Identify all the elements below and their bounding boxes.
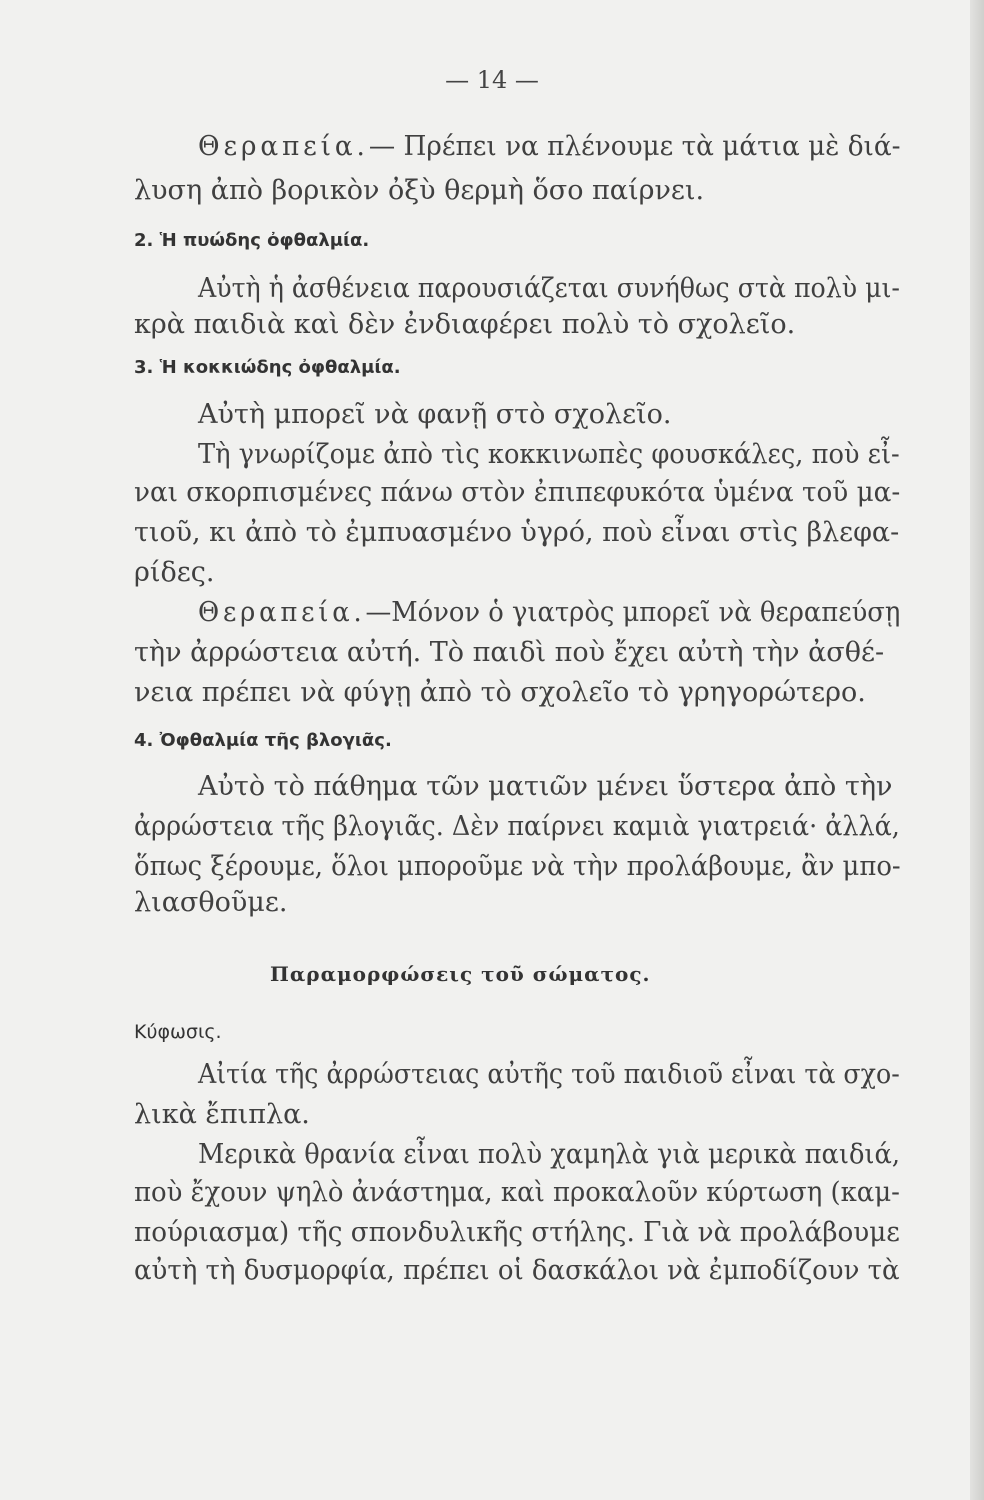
text-line: τιοῦ, κι ἀπὸ τὸ ἐμπυασμένο ὑγρό, ποὺ εἶναι στὶς βλεφα-	[134, 517, 900, 548]
text-line: ποὺ ἔχουν ψηλὸ ἀνάστημα, καὶ προκαλοῦν κύρτωση (καμ-	[134, 1177, 900, 1208]
text-line: τὴν ἀρρώστεια αὐτή. Τὸ παιδὶ ποὺ ἔχει αὐτὴ τὴν ἀσθέ-	[134, 637, 885, 668]
text-line: ὅπως ξέρουμε, ὅλοι μποροῦμε νὰ τὴν προλάβουμε, ἂν μπο-	[134, 851, 901, 882]
text-line: Αὐτὴ ἡ ἀσθένεια παρουσιάζεται συνήθως στὰ πολὺ μι-	[198, 273, 900, 304]
text-line: Τὴ γνωρίζομε ἀπὸ τὶς κοκκινωπὲς φουσκάλες, ποὺ εἶ-	[198, 439, 900, 470]
section-heading-3: 3. Ἡ κοκκιώδης ὀφθαλμία.	[134, 357, 401, 378]
text-line: Αὐτὸ τὸ πάθημα τῶν ματιῶν μένει ὕστερα ἀπὸ τὴν	[198, 771, 893, 802]
therapy-lead-1: Θεραπεία.	[198, 131, 369, 162]
text-line: ἀρρώστεια τῆς βλογιᾶς. Δὲν παίρνει καμιὰ γιατρειά· ἀλλά,	[134, 811, 900, 842]
text-line: Μερικὰ θρανία εἶναι πολὺ χαμηλὰ γιὰ μερικὰ παιδιά,	[198, 1139, 900, 1170]
text-line: λιασθοῦμε.	[134, 887, 288, 918]
therapy-line-2	[198, 596, 900, 630]
line-text-1: — Πρέπει να πλένουμε τὰ μάτια μὲ διά-	[368, 131, 901, 162]
text-line: Αὐτὴ μπορεῖ νὰ φανῇ στὸ σχολεῖο.	[198, 399, 672, 430]
chapter-title: Παραμορφώσεις τοῦ σώματος.	[270, 962, 651, 986]
text-line: νεια πρέπει νὰ φύγῃ ἀπὸ τὸ σχολεῖο τὸ γρηγορώτερο.	[134, 677, 866, 708]
line-text-2: —Μόνον ὁ γιατρὸς μπορεῖ νὰ θεραπεύσῃ	[365, 597, 901, 628]
section-heading-2: 2. Ἡ πυώδης ὀφθαλμία.	[134, 230, 370, 251]
text-line: πούριασμα) τῆς σπονδυλικῆς στήλης. Γιὰ νὰ προλάβουμε	[134, 1217, 900, 1248]
text-line: ρίδες.	[134, 557, 215, 588]
section-heading-4: 4. Ὀφθαλμία τῆς βλογιᾶς.	[134, 730, 392, 751]
subsection-heading: Κύφωσις.	[134, 1021, 222, 1043]
text-line: λικὰ ἔπιπλα.	[134, 1099, 310, 1130]
text-line: κρὰ παιδιὰ καὶ δὲν ἐνδιαφέρει πολὺ τὸ σχολεῖο.	[134, 309, 796, 340]
text-line: Αἰτία τῆς ἀρρώστειας αὐτῆς τοῦ παιδιοῦ εἶναι τὰ σχο-	[198, 1059, 900, 1090]
page-edge	[970, 0, 984, 1500]
therapy-lead-2: Θεραπεία.	[198, 597, 366, 628]
text-line: αὐτὴ τὴ δυσμορφία, πρέπει οἱ δασκάλοι νὰ ἐμποδίζουν τὰ	[134, 1255, 900, 1286]
page-number: — 14 —	[445, 66, 539, 94]
text-line: λυση ἀπὸ βορικὸν ὀξὺ θερμὴ ὅσο παίρνει.	[134, 175, 705, 206]
text-line: ναι σκορπισμένες πάνω στὸν ἐπιπεφυκότα ὑμένα τοῦ μα-	[134, 477, 901, 508]
therapy-line-1	[198, 130, 900, 164]
